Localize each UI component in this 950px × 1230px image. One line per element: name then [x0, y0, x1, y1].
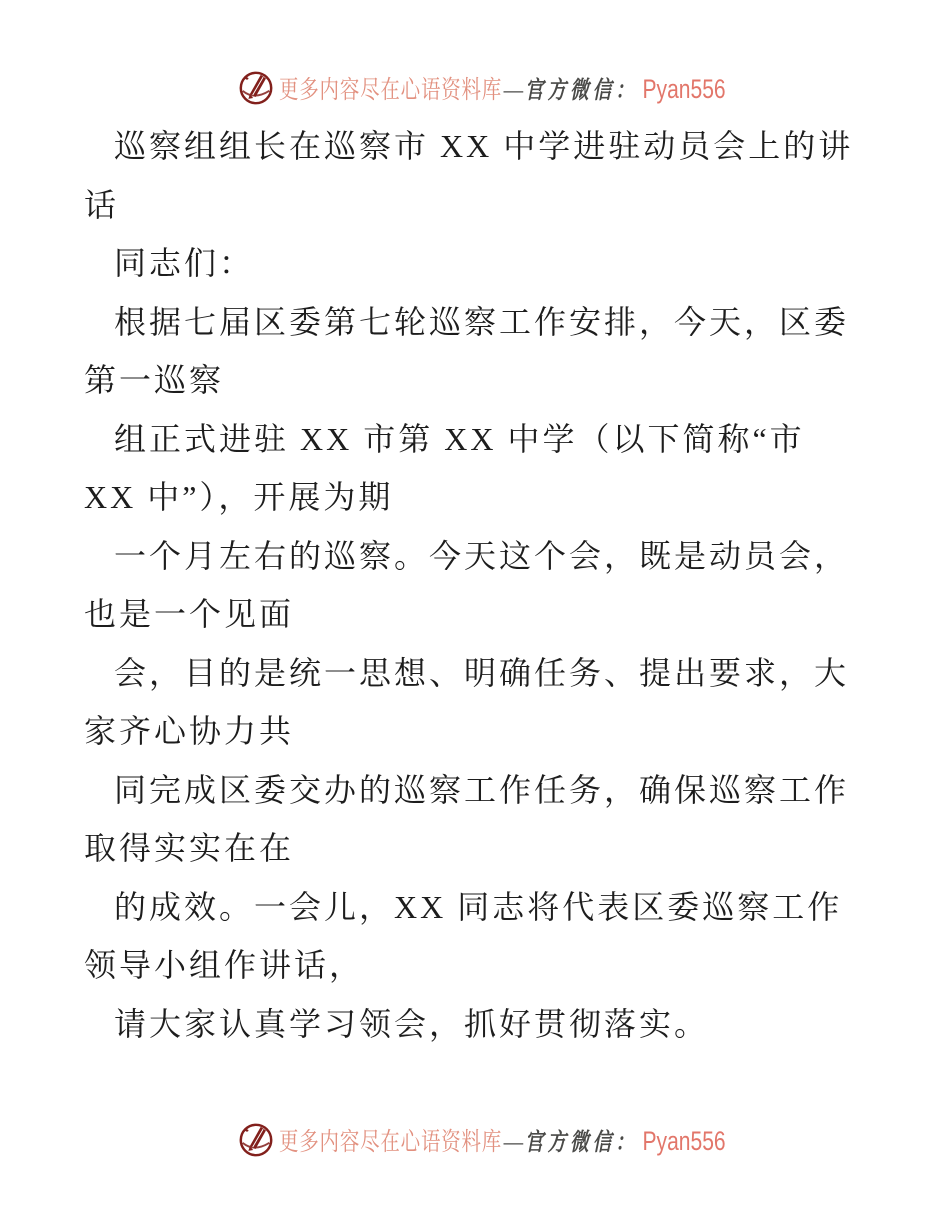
wechat-id: Pyan556 [642, 74, 726, 104]
text-line: 巡察组组长在巡察市 XX 中学进驻动员会上的讲 [114, 128, 854, 164]
text-line: 请大家认真学习领会，抓好贯彻落实。 [114, 1005, 710, 1042]
pen-logo-icon [237, 69, 275, 107]
text-line: XX 中”），开展为期 [84, 479, 394, 515]
text-line: 会，目的是统一思想、明确任务、提出要求，大 [114, 654, 850, 691]
text-line: 家齐心协力共 [84, 713, 295, 749]
text-line: 根据七届区委第七轮巡察工作安排，今天，区委 [114, 303, 850, 340]
wechat-id: Pyan556 [642, 1126, 726, 1156]
document-body [84, 117, 920, 1053]
wechat-label: 官方微信： [524, 1130, 638, 1156]
text-line: 同完成区委交办的巡察工作任务，确保巡察工作 [114, 771, 850, 808]
text-line: 一个月左右的巡察。今天这个会，既是动员会， [114, 537, 850, 574]
brand-text: 更多内容尽在心语资料库 [279, 77, 503, 104]
dash-separator: — [503, 1129, 524, 1156]
text-line: 领导小组作讲话， [84, 947, 365, 983]
wechat-label: 官方微信： [524, 78, 638, 104]
text-line: 话 [84, 186, 120, 223]
footer-watermark-text [279, 1122, 726, 1158]
text-line: 组正式进驻 XX 市第 XX 中学（以下简称“市 [114, 420, 805, 457]
brand-text: 更多内容尽在心语资料库 [279, 1129, 503, 1156]
footer-watermark [237, 1118, 852, 1162]
header-watermark-text [279, 70, 726, 106]
dash-separator: — [503, 77, 524, 104]
pen-logo-icon [237, 1121, 275, 1159]
header-watermark [237, 66, 852, 110]
text-line: 取得实实在在 [84, 830, 295, 866]
text-line: 第一巡察 [84, 362, 225, 398]
text-line: 的成效。一会儿，XX 同志将代表区委巡察工作 [114, 888, 843, 925]
text-line: 也是一个见面 [84, 596, 295, 632]
text-line: 同志们： [114, 245, 255, 281]
